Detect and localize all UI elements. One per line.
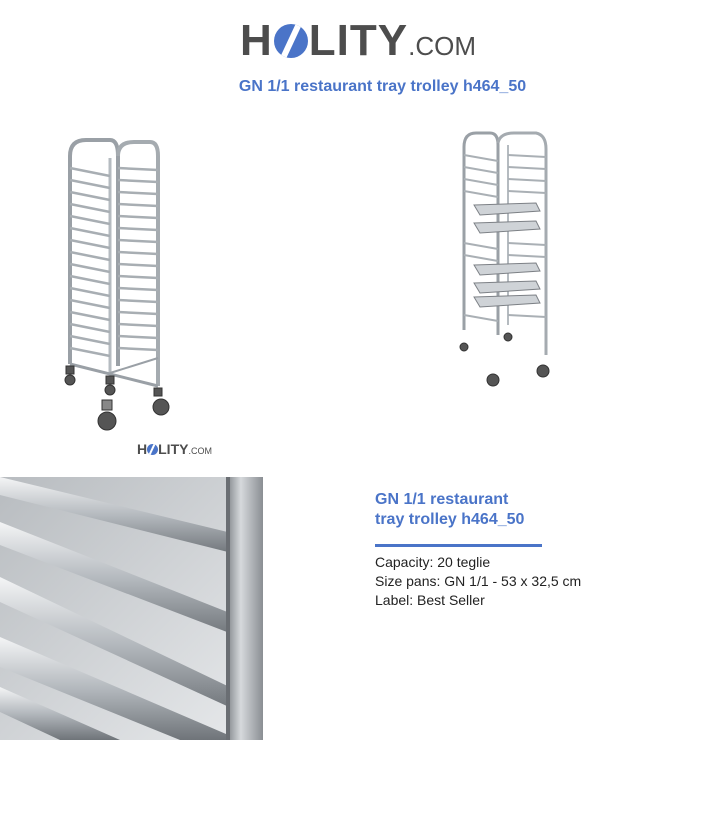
brand-logo[interactable] [240, 12, 485, 72]
page-title: GN 1/1 restaurant tray trolley h464_50 [238, 78, 527, 95]
product-image-trolley-with-pans [450, 125, 560, 395]
brand-logo-text: H LITY.COM [240, 16, 476, 65]
title-divider [375, 544, 542, 547]
brand-logo-small: H LITY.COM [137, 441, 212, 457]
spec-capacity: Capacity: 20 teglie [375, 554, 491, 570]
spec-label: Label: Best Seller [375, 592, 485, 608]
product-image-empty-trolley [40, 128, 200, 438]
logo-o-icon [274, 24, 308, 58]
product-image-detail-closeup [0, 477, 263, 740]
logo-o-icon-small [147, 444, 158, 455]
spec-pan-size: Size pans: GN 1/1 - 53 x 32,5 cm [375, 573, 582, 589]
product-info [375, 490, 695, 610]
product-title: GN 1/1 restaurant tray trolley h464_50 [375, 491, 525, 528]
